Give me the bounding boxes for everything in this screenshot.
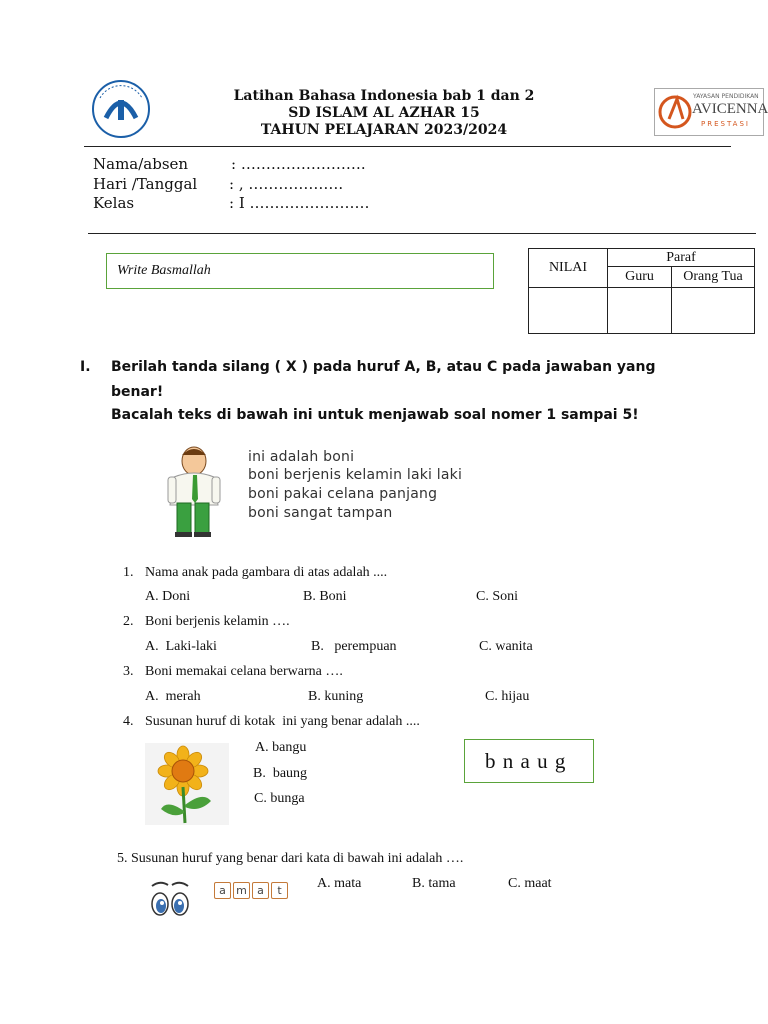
letter-tile: m [233,882,250,899]
question-2-text: Boni berjenis kelamin …. [145,614,290,629]
grade-orangtua-cell[interactable] [672,288,755,334]
question-4-option-b[interactable]: B. baung [253,766,308,781]
question-3-option-a[interactable]: A. merah [145,689,201,704]
header-line-2: SD ISLAM AL AZHAR 15 [288,105,480,121]
grade-guru-header: Guru [608,267,672,288]
eyes-illustration [149,880,191,918]
letter-tile: a [214,882,231,899]
question-1-number: 1. [123,565,134,580]
identity-date-value[interactable]: : , ………………. [229,175,344,193]
question-2-option-a[interactable]: A. Laki-laki [145,639,217,654]
question-3-text: Boni memakai celana berwarna …. [145,664,343,679]
basmallah-box[interactable] [106,253,494,289]
header-divider [84,146,731,147]
question-5-number: 5. [117,851,128,866]
reading-line-1: ini adalah boni [248,449,355,465]
question-4-option-c[interactable]: C. bunga [254,791,305,806]
letter-tile: t [271,882,288,899]
section-number: I. [80,359,91,375]
foundation-logo-top: YAYASAN PENDIDIKAN [693,93,759,100]
basmallah-label: Write Basmallah [117,263,211,278]
foundation-logo-bottom: PRESTASI [701,120,750,128]
boy-illustration [160,443,240,538]
question-5-option-a[interactable]: A. mata [317,876,362,891]
question-4-number: 4. [123,714,134,729]
question-1-text: Nama anak pada gambara di atas adalah .... [145,565,388,580]
question-1-option-c[interactable]: C. Soni [476,589,519,604]
question-1-option-a[interactable]: A. Doni [145,589,191,604]
header-title [200,88,568,139]
question-5-question: Susunan huruf yang benar dari kata di bawah ini adalah …. [131,851,464,866]
header-line-1: Latihan Bahasa Indonesia bab 1 dan 2 [233,88,535,104]
school-logo [86,78,156,140]
letter-tile: a [252,882,269,899]
reading-line-2: boni berjenis kelamin laki laki [248,467,463,483]
grade-table [528,248,755,334]
identity-class-label: Kelas [93,194,135,212]
question-3-option-b[interactable]: B. kuning [308,689,364,704]
grade-nilai-cell[interactable] [529,288,608,334]
question-3-number: 3. [123,664,134,679]
question-2-option-b[interactable]: B. perempuan [311,639,397,654]
question-2-number: 2. [123,614,134,629]
question-3-option-c[interactable]: C. hijau [485,689,530,704]
foundation-logo [654,88,768,136]
identity-divider [88,233,756,234]
grade-nilai-header: NILAI [529,249,608,288]
letter-tiles [214,882,288,900]
question-4-option-a[interactable]: A. bangu [255,740,307,755]
grade-orangtua-header: Orang Tua [672,267,755,288]
scrambled-word-box [464,739,594,783]
question-4-text: Susunan huruf di kotak ini yang benar adalah .... [145,714,420,729]
identity-name-value[interactable]: : ……………………. [231,155,366,173]
question-5-option-c[interactable]: C. maat [508,876,552,891]
question-5-text [117,851,463,867]
instruction-line-3: Bacalah teks di bawah ini untuk menjawab soal nomer 1 sampai 5! [111,407,639,423]
foundation-logo-name: AVICENNA [692,101,768,117]
grade-paraf-header: Paraf [608,249,755,267]
question-1-option-b[interactable]: B. Boni [303,589,347,604]
identity-date-label: Hari /Tanggal [93,175,198,193]
grade-guru-cell[interactable] [608,288,672,334]
reading-line-4: boni sangat tampan [248,505,393,521]
question-5-option-b[interactable]: B. tama [412,876,456,891]
scrambled-word: b n a u g [485,749,567,773]
header-line-3: TAHUN PELAJARAN 2023/2024 [260,122,508,138]
identity-name-label: Nama/absen [93,155,189,173]
instruction-line-2: benar! [111,384,164,400]
instruction-line-1: Berilah tanda silang ( X ) pada huruf A, B, atau C pada jawaban yang [111,359,656,375]
question-2-option-c[interactable]: C. wanita [479,639,533,654]
sunflower-image [145,743,229,825]
identity-class-value[interactable]: : I …………………… [229,194,370,212]
reading-line-3: boni pakai celana panjang [248,486,438,502]
